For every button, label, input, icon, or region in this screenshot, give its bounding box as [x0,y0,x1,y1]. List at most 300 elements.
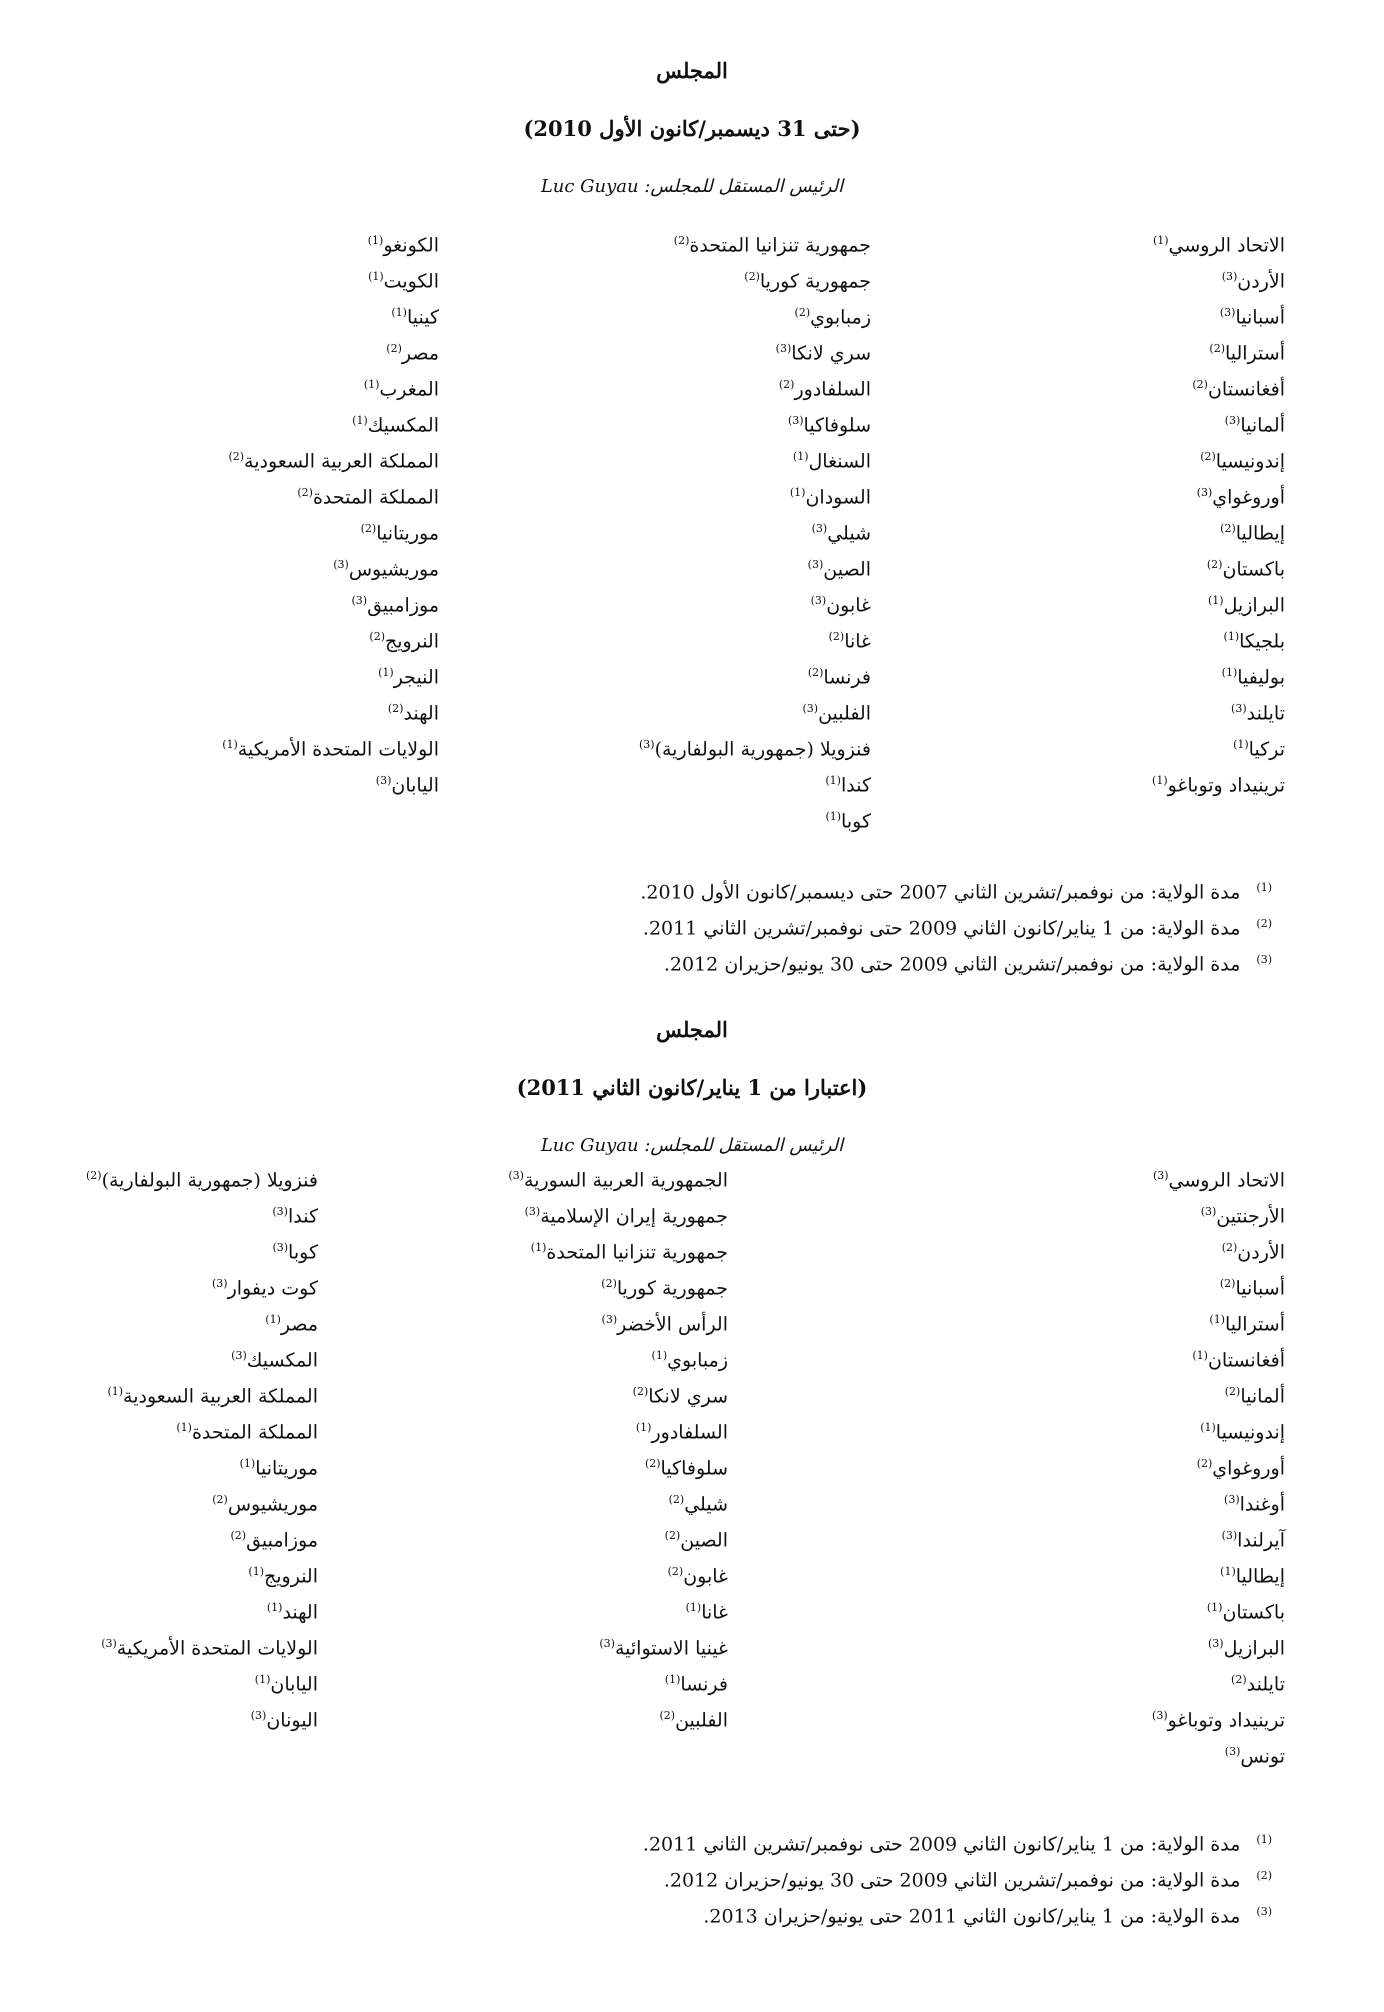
member-state [1192,1345,1285,1371]
member-state-name: غابون [683,1565,728,1588]
footnote [664,949,1272,975]
member-state-name: الرأس الأخضر [617,1313,728,1336]
member-state-name: كينيا [406,306,439,329]
member-state-name: الاتحاد الروسي [1168,1169,1285,1192]
member-state [248,1561,318,1587]
member-state-name: مصر [401,342,439,365]
member-state [744,266,871,292]
member-state-name: جمهورية تنزانيا المتحدة [689,234,871,257]
member-state [602,1309,728,1335]
term-footnote-mark: (1) [1220,1565,1236,1578]
term-footnote-mark: (1) [1207,594,1224,607]
section2-date: (اعتبارا من 1 يناير/كانون الثاني 2011) [516,1075,868,1100]
member-state-name: تونس [1240,1745,1285,1768]
member-state [176,1417,318,1443]
member-state [1152,770,1285,796]
term-footnote-mark: (2) [1200,450,1216,463]
member-state-name: موزامبيق [246,1529,318,1552]
term-footnote-mark: (3) [1224,414,1241,427]
term-footnote-mark: (2) [1206,558,1223,571]
term-footnote-mark: (1) [1223,630,1240,643]
member-state-name: فنزويلا (جمهورية البولفارية) [101,1169,318,1192]
member-state-name: فنزويلا (جمهورية البولفارية) [654,738,871,761]
member-state [265,1309,318,1335]
member-state-name: النرويج [263,1565,318,1588]
member-state [272,1201,318,1227]
term-footnote-mark: (3) [802,702,819,715]
member-state-name: إندونيسيا [1215,1421,1285,1444]
member-state-name: الجمهورية العربية السورية [523,1169,728,1192]
term-footnote-mark: (3) [1221,1529,1238,1542]
term-footnote-mark: (2) [85,1169,102,1182]
term-footnote-mark: (1) [651,1349,668,1362]
term-footnote-mark: (2) [632,1385,649,1398]
term-footnote-mark: (1) [352,414,368,427]
member-state-name: أفغانستان [1207,378,1285,401]
section2-chair: الرئيس المستقل للمجلس: Luc Guyau [540,1135,844,1156]
term-footnote-mark: (3) [211,1277,228,1290]
member-state-name: الأردن [1237,1241,1285,1264]
member-state [361,518,439,544]
member-state [531,1237,728,1263]
member-state-name: فرنسا [823,666,871,689]
member-state-name: المملكة المتحدة [312,486,439,509]
member-state-name: تركيا [1248,738,1285,761]
member-state-name: الكونغو [383,234,439,257]
term-footnote-mark: (3) [1152,1709,1168,1722]
member-state [776,338,871,364]
member-state-name: إيطاليا [1235,522,1285,545]
term-footnote-mark: (3) [524,1205,541,1218]
term-footnote-mark: (2) [673,234,690,247]
member-state-name: إيطاليا [1235,1565,1285,1588]
member-state [665,1669,728,1695]
member-state-name: ترينيداد وتوباغو [1167,1709,1285,1732]
term-footnote-mark: (1) [222,738,238,751]
member-state-name: جمهورية إيران الإسلامية [540,1205,728,1228]
member-state-name: كوبا [288,1241,318,1264]
member-state [669,1489,728,1515]
term-footnote-mark: (1) [1209,1313,1225,1326]
term-footnote-mark: (3) [1207,1637,1224,1650]
footnote-text: مدة الولاية: من نوفمبر/تشرين الثاني 2009 حتى 30 يونيو/حزيران 2012. [663,1869,1241,1892]
member-state-name: غابون [826,594,871,617]
member-state-name: النيجر [393,666,439,689]
member-state [1231,1669,1285,1695]
member-state [364,374,439,400]
term-footnote-mark: (3) [599,1637,615,1650]
term-footnote-mark: (3) [787,414,804,427]
member-state [368,230,439,256]
term-footnote-mark: (2) [667,1565,684,1578]
member-state-name: الفلبين [818,702,871,725]
term-footnote-mark: (1) [363,378,380,391]
member-state-name: زمبابوي [667,1349,728,1372]
footnote-mark: (2) [1256,917,1272,930]
term-footnote-mark: (2) [659,1709,676,1722]
footnote-text: مدة الولاية: من 1 يناير/كانون الثاني 2011 حتى يونيو/حزيران 2013. [703,1905,1241,1928]
term-footnote-mark: (1) [792,450,809,463]
member-state [1200,1417,1285,1443]
term-footnote-mark: (2) [387,702,404,715]
footnote-mark: (1) [1256,881,1272,894]
member-state [633,1381,728,1407]
term-footnote-mark: (2) [828,630,845,643]
member-state [668,1561,728,1587]
member-state-name: غينيا الاستوائية [614,1637,728,1660]
member-state [1225,1741,1285,1767]
term-footnote-mark: (3) [811,522,828,535]
member-state [333,554,439,580]
member-state [686,1597,728,1623]
member-state [1208,590,1285,616]
footnote-text: مدة الولاية: من 1 يناير/كانون الثاني 2009 حتى نوفمبر/تشرين الثاني 2011. [642,1833,1241,1856]
member-state [369,626,439,652]
member-state [1207,1597,1285,1623]
member-state [665,1525,728,1551]
section1-chair: الرئيس المستقل للمجلس: Luc Guyau [540,176,844,197]
member-state [1220,518,1285,544]
member-state-name: الصين [823,558,871,581]
member-state [795,302,871,328]
member-state-name: أوروغواي [1212,486,1285,509]
term-footnote-mark: (2) [228,450,245,463]
member-state [1152,1705,1285,1731]
term-footnote-mark: (1) [1206,1601,1223,1614]
member-state-name: اليونان [266,1709,318,1732]
member-state-name: المملكة العربية السعودية [123,1385,318,1408]
footnote-mark: (1) [1256,1833,1272,1846]
member-state [86,1165,318,1191]
term-footnote-mark: (1) [825,810,842,823]
term-footnote-mark: (1) [530,1241,547,1254]
member-state-name: كندا [840,774,871,797]
member-state-name: الولايات المتحدة الأمريكية [116,1637,318,1660]
member-state [251,1705,318,1731]
term-footnote-mark: (2) [230,1529,247,1542]
member-state [1209,1309,1285,1335]
member-state-name: كوت ديفوار [227,1277,318,1300]
member-state-name: كوبا [841,810,871,833]
member-state-name: تايلند [1246,1673,1285,1696]
member-state [388,698,439,724]
member-state-name: الفلبين [675,1709,728,1732]
member-state [1200,446,1285,472]
member-state [1220,1273,1285,1299]
term-footnote-mark: (1) [248,1565,264,1578]
term-footnote-mark: (3) [810,594,827,607]
term-footnote-mark: (2) [794,306,811,319]
member-state [825,770,871,796]
member-state [829,626,871,652]
term-footnote-mark: (3) [351,594,368,607]
footnote-text: مدة الولاية: من نوفمبر/تشرين الثاني 2009 حتى 30 يونيو/حزيران 2012. [663,953,1241,976]
footnote [664,1865,1272,1891]
member-state [1224,626,1285,652]
member-state [297,482,439,508]
member-state [639,734,871,760]
term-footnote-mark: (2) [668,1493,685,1506]
member-state [386,338,439,364]
section2-title: المجلس [656,1017,728,1042]
member-state [660,1705,729,1731]
member-state [1208,1633,1285,1659]
term-footnote-mark: (3) [775,342,792,355]
member-state [230,1525,318,1551]
member-state [1220,302,1285,328]
member-state-name: جمهورية كوريا [616,1277,728,1300]
term-footnote-mark: (3) [1224,1493,1240,1506]
term-footnote-mark: (1) [635,1421,652,1434]
term-footnote-mark: (2) [1209,342,1225,355]
member-state [812,518,871,544]
term-footnote-mark: (2) [1220,522,1236,535]
member-state-name: الأرجنتين [1216,1205,1285,1228]
member-state-name: تايلند [1246,702,1285,725]
member-state-name: سلوفاكيا [803,414,871,437]
member-state-name: باكستان [1222,1601,1285,1624]
term-footnote-mark: (3) [1196,486,1213,499]
member-state-name: ألمانيا [1240,414,1285,437]
section1-date: (حتى 31 ديسمبر/كانون الأول 2010) [523,116,861,141]
member-state-name: زمبابوي [810,306,871,329]
member-state [645,1453,728,1479]
member-state [808,554,871,580]
term-footnote-mark: (3) [231,1349,247,1362]
member-state-name: فرنسا [680,1673,728,1696]
term-footnote-mark: (3) [1200,1205,1217,1218]
member-state-name: إندونيسيا [1215,450,1285,473]
member-state-name: مصر [280,1313,318,1336]
term-footnote-mark: (3) [601,1313,618,1326]
member-state [1197,1453,1285,1479]
member-state [240,1453,318,1479]
term-footnote-mark: (2) [386,342,402,355]
term-footnote-mark: (1) [368,270,384,283]
term-footnote-mark: (1) [1233,738,1249,751]
term-footnote-mark: (1) [378,666,394,679]
member-state-name: أوروغواي [1212,1457,1285,1480]
term-footnote-mark: (3) [272,1241,289,1254]
member-state [1231,698,1285,724]
term-footnote-mark: (3) [1224,1745,1241,1758]
member-state [674,230,871,256]
member-state-name: المملكة المتحدة [191,1421,318,1444]
member-state [1209,338,1285,364]
member-state [1225,1381,1285,1407]
member-state-name: سري لانكا [648,1385,728,1408]
member-state-name: كندا [287,1205,318,1228]
term-footnote-mark: (1) [391,306,407,319]
term-footnote-mark: (3) [508,1169,524,1182]
member-state [267,1597,318,1623]
member-state-name: سلوفاكيا [660,1457,728,1480]
member-state-name: ترينيداد وتوباغو [1167,774,1285,797]
member-state [231,1345,318,1371]
member-state-name: غانا [844,630,871,653]
member-state-name: اليابان [270,1673,318,1696]
term-footnote-mark: (2) [360,522,377,535]
member-state-name: بلجيكا [1239,630,1285,653]
member-state [1224,1489,1285,1515]
term-footnote-mark: (1) [107,1385,124,1398]
term-footnote-mark: (3) [1221,270,1238,283]
term-footnote-mark: (1) [176,1421,192,1434]
footnote-mark: (3) [1256,953,1272,966]
member-state [212,1273,318,1299]
member-state-name: اليابان [391,774,439,797]
member-state-name: المكسيك [246,1349,318,1372]
member-state [790,482,871,508]
term-footnote-mark: (2) [1224,1385,1241,1398]
member-state [255,1669,318,1695]
member-state-name: جمهورية كوريا [759,270,871,293]
member-state [652,1345,728,1371]
member-state-name: النرويج [384,630,439,653]
term-footnote-mark: (1) [265,1313,281,1326]
member-state-name: السلفادور [794,378,871,401]
member-state-name: آيرلندا [1237,1529,1285,1552]
term-footnote-mark: (2) [601,1277,617,1290]
member-state [599,1633,728,1659]
term-footnote-mark: (1) [367,234,384,247]
member-state [1153,1165,1285,1191]
term-footnote-mark: (3) [1231,702,1247,715]
term-footnote-mark: (1) [789,486,806,499]
term-footnote-mark: (3) [333,558,349,571]
member-state [1153,230,1285,256]
term-footnote-mark: (1) [1221,666,1238,679]
member-state [1222,1525,1285,1551]
member-state-name: شيلي [684,1493,728,1516]
member-state-name: أسبانيا [1235,306,1285,329]
member-state-name: سري لانكا [791,342,871,365]
term-footnote-mark: (2) [644,1457,661,1470]
term-footnote-mark: (1) [825,774,841,787]
member-state [222,734,439,760]
term-footnote-mark: (1) [266,1601,283,1614]
footnote [703,1901,1272,1927]
member-state [1201,1201,1285,1227]
member-state-name: الكويت [383,270,439,293]
member-state-name: الاتحاد الروسي [1168,234,1285,257]
member-state [508,1165,728,1191]
footnote-text: مدة الولاية: من 1 يناير/كانون الثاني 2009 حتى نوفمبر/تشرين الثاني 2011. [642,917,1241,940]
member-state [228,446,439,472]
member-state-name: الصين [680,1529,728,1552]
member-state [803,698,872,724]
member-state-name: أوغندا [1239,1493,1285,1516]
member-state [811,590,871,616]
term-footnote-mark: (2) [1192,378,1208,391]
member-state [793,446,871,472]
term-footnote-mark: (2) [744,270,760,283]
member-state [1222,266,1285,292]
footnote-mark: (3) [1256,1905,1272,1918]
member-state [1225,410,1285,436]
term-footnote-mark: (2) [212,1493,228,1506]
member-state-name: السودان [805,486,871,509]
member-state [525,1201,728,1227]
term-footnote-mark: (2) [1196,1457,1213,1470]
term-footnote-mark: (2) [297,486,313,499]
footnote [643,1829,1272,1855]
member-state [825,806,871,832]
term-footnote-mark: (3) [638,738,655,751]
footnote [643,913,1272,939]
member-state-name: أسبانيا [1235,1277,1285,1300]
member-state [376,770,439,796]
term-footnote-mark: (2) [778,378,795,391]
member-state-name: غانا [701,1601,728,1624]
member-state [351,590,439,616]
term-footnote-mark: (2) [1219,1277,1236,1290]
member-state-name: السلفادور [651,1421,728,1444]
member-state [1222,1237,1285,1263]
member-state [272,1237,318,1263]
member-state [1233,734,1285,760]
member-state [378,662,439,688]
member-state [101,1633,318,1659]
member-state [808,662,871,688]
footnote-text: مدة الولاية: من نوفمبر/تشرين الثاني 2007 حتى ديسمبر/كانون الأول 2010. [640,881,1241,904]
term-footnote-mark: (2) [664,1529,681,1542]
member-state [601,1273,728,1299]
term-footnote-mark: (3) [101,1637,117,1650]
member-state [212,1489,318,1515]
term-footnote-mark: (3) [375,774,392,787]
member-state [352,410,439,436]
member-state-name: الهند [403,702,439,725]
term-footnote-mark: (3) [807,558,824,571]
term-footnote-mark: (3) [1152,1169,1169,1182]
member-state-name: البرازيل [1223,1637,1285,1660]
member-state [779,374,871,400]
member-state-name: البرازيل [1223,594,1285,617]
term-footnote-mark: (3) [272,1205,288,1218]
member-state-name: ألمانيا [1240,1385,1285,1408]
term-footnote-mark: (1) [1152,234,1169,247]
member-state [1207,554,1285,580]
footnote [640,877,1272,903]
member-state [1220,1561,1285,1587]
footnote-mark: (2) [1256,1869,1272,1882]
member-state-name: شيلي [827,522,871,545]
member-state [368,266,439,292]
member-state [636,1417,728,1443]
member-state [107,1381,318,1407]
member-state [788,410,871,436]
term-footnote-mark: (1) [1152,774,1168,787]
member-state-name: أفغانستان [1207,1349,1285,1372]
section1-title: المجلس [656,58,728,83]
term-footnote-mark: (1) [1192,1349,1208,1362]
member-state [1197,482,1285,508]
member-state [1192,374,1285,400]
term-footnote-mark: (3) [1219,306,1236,319]
member-state-name: المكسيك [367,414,439,437]
term-footnote-mark: (1) [239,1457,256,1470]
member-state-name: أستراليا [1224,342,1285,365]
term-footnote-mark: (2) [1221,1241,1238,1254]
member-state-name: موريشيوس [348,558,439,581]
term-footnote-mark: (1) [1200,1421,1216,1434]
member-state-name: المغرب [379,378,439,401]
member-state-name: بوليفيا [1237,666,1285,689]
term-footnote-mark: (2) [807,666,824,679]
member-state [391,302,439,328]
member-state-name: موريتانيا [376,522,439,545]
